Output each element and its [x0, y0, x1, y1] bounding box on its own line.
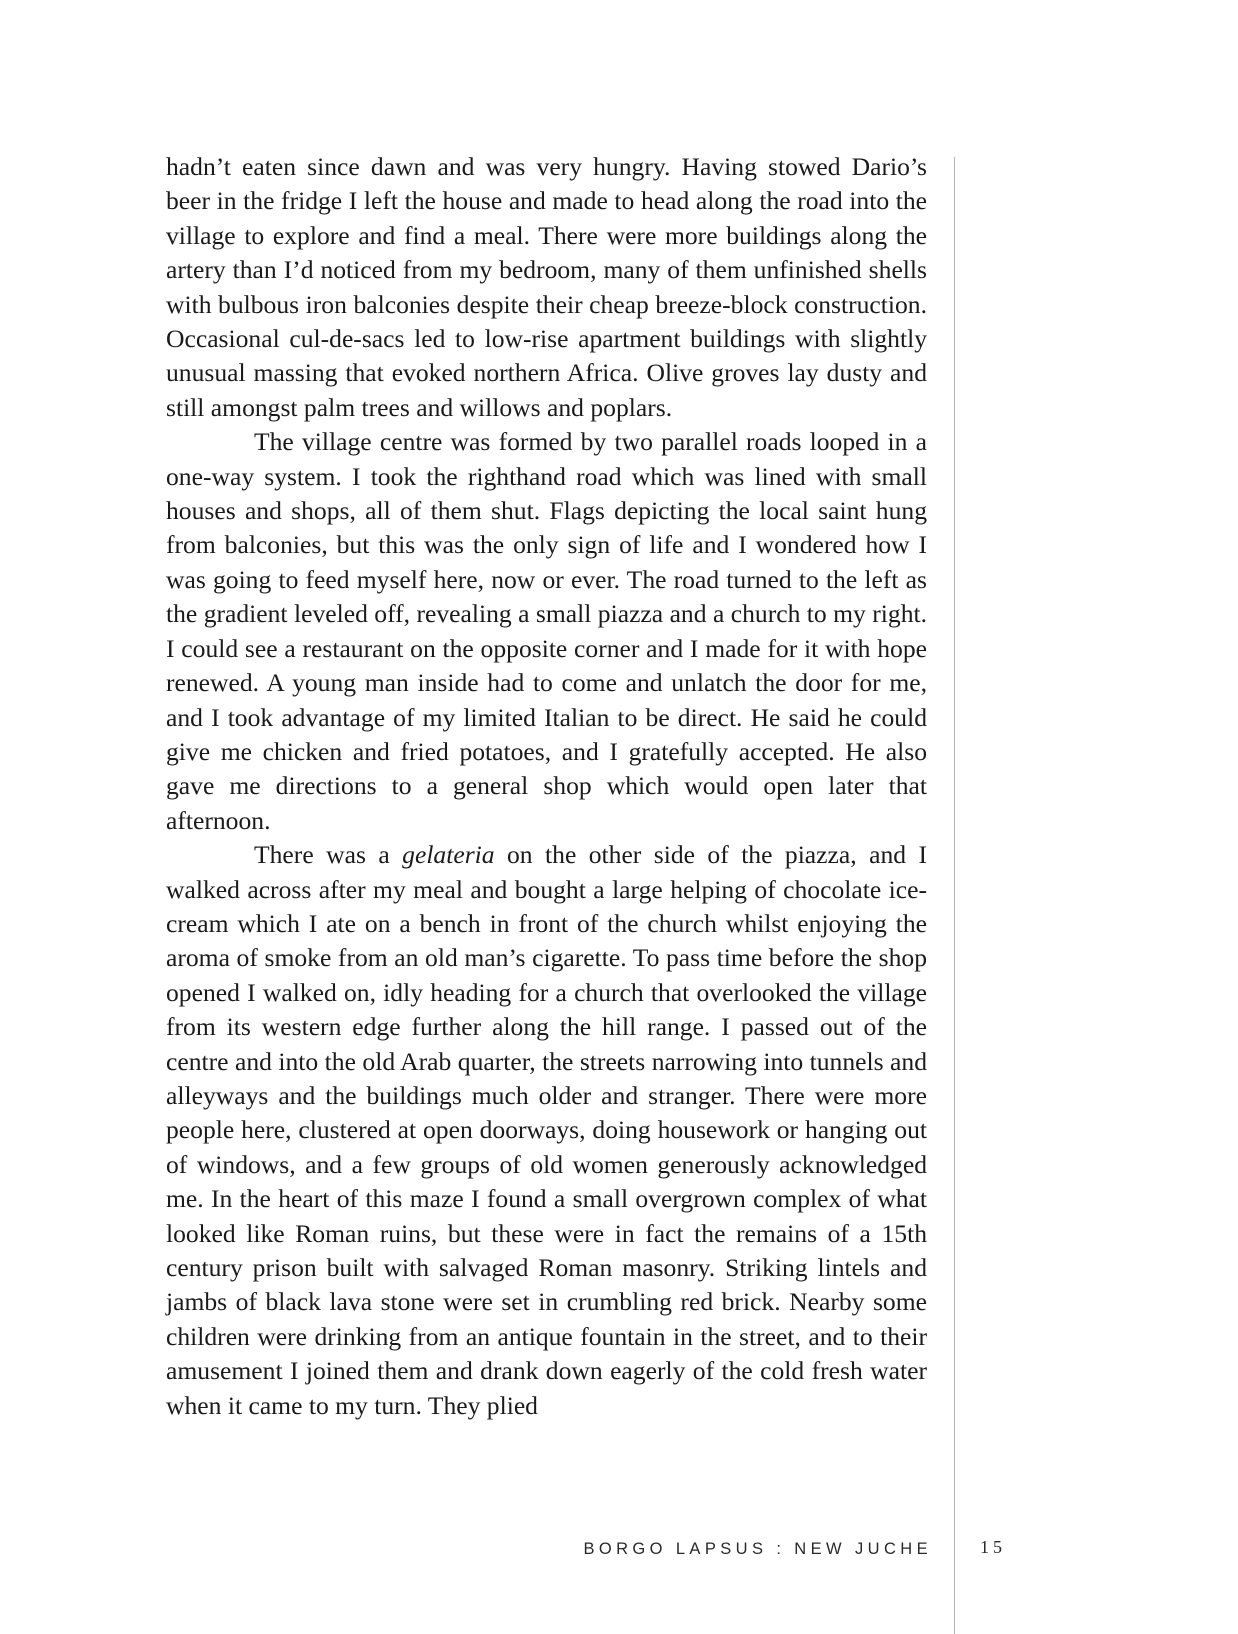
page-number: 15 — [980, 1537, 1006, 1557]
running-head: BORGO LAPSUS : NEW JUCHE — [583, 1540, 932, 1558]
italic-word-gelateria: gelateria — [402, 840, 495, 870]
vertical-margin-rule — [954, 157, 955, 1634]
paragraph-3-rest: on the other side of the piazza, and I walked across after my meal and bought a large helping of chocolate ice-cream which I ate on a bench in front of the church whilst enjoying the aroma of smoke from an old man’s cigarette. To pass time before the shop opened I walked on, idly heading for a church that overlooked the village from its western edge further along the hill range. I passed out of the centre and into the old Arab quarter, the streets narrowing into tunnels and alleyways and the buildings much older and stranger. There were more people here, clustered at open doorways, doing housework or hanging out of windows, and a few groups of old women generously acknowledged me. In the heart of this maze I found a small overgrown complex of what looked like Roman ruins, but these were in fact the remains of a 15th century prison built with salvaged Roman masonry. Striking lintels and jambs of black lava stone were set in crumbling red brick. Nearby some children were drinking from an antique fountain in the street, and to their amusement I joined them and drank down eagerly of the cold fresh water when it came to my turn. They plied — [166, 840, 927, 1420]
paragraph-2: The village centre was formed by two parallel roads looped in a one-way system. I took the righthand road which was lined with small houses and shops, all of them shut. Flags depicting the local saint hung from balconies, but this was the only sign of life and I wondered how I was going to feed myself here, now or ever. The road turned to the left as the gradient leveled off, revealing a small piazza and a church to my right. I could see a restaurant on the opposite corner and I made for it with hope renewed. A young man inside had to come and unlatch the door for me, and I took advantage of my limited Italian to be direct. He said he could give me chicken and fried potatoes, and I gratefully accepted. He also gave me directions to a general shop which would open later that afternoon. — [166, 427, 927, 835]
body-text — [166, 150, 927, 1423]
paragraph-1: hadn’t eaten since dawn and was very hungry. Having stowed Dario’s beer in the fridge I left the house and made to head along the road into the village to explore and find a meal. There were more buildings along the artery than I’d noticed from my bedroom, many of them unfinished shells with bulbous iron balconies despite their cheap breeze-block construction. Occasional cul-de-sacs led to low-rise apartment buildings with slightly unusual massing that evoked northern Africa. Olive groves lay dusty and still amongst palm trees and willows and poplars. — [166, 152, 927, 422]
paragraph-3-start: There was a — [254, 840, 403, 870]
paragraph-3 — [166, 838, 927, 1423]
